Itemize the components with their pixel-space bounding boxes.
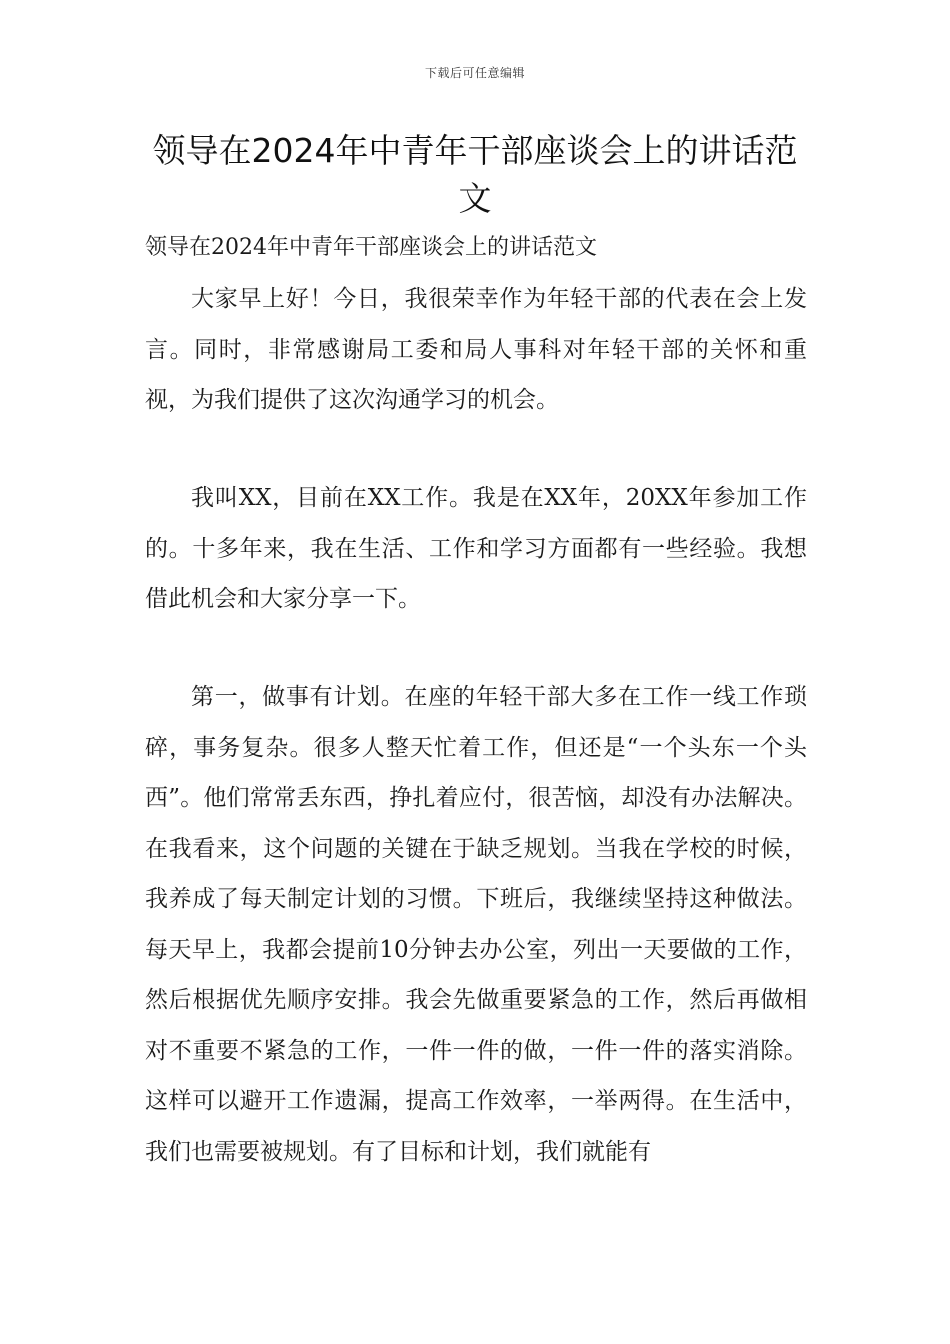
document-title: 领导在2024年中青年干部座谈会上的讲话范文	[152, 131, 798, 218]
paragraph-introduction: 我叫XX，目前在XX工作。我是在XX年，20XX年参加工作的。十多年来，我在生活、工作和学习方面都有一些经验。我想借此机会和大家分享一下。	[145, 485, 807, 612]
document-subtitle: 领导在2024年中青年干部座谈会上的讲话范文	[145, 235, 597, 260]
header-note: 下载后可任意编辑	[424, 66, 525, 80]
paragraph-planning: 第一，做事有计划。在座的年轻干部大多在工作一线工作琐碎，事务复杂。很多人整天忙着工作，但还是“一个头东一个头西”。他们常常丢东西，挣扎着应付，很苦恼，却没有办法解决。在我看来，这个问题的关键在于缺乏规划。当我在学校的时候，我养成了每天制定计划的习惯。下班后，我继续坚持这种做法。每天早上，我都会提前10分钟去办公室，列出一天要做的工作，然后根据优先顺序安排。我会先做重要紧急的工作，然后再做相对不重要不紧急的工作，一件一件的做，一件一件的落实消除。这样可以避开工作遗漏，提高工作效率，一举两得。在生活中，我们也需要被规划。有了目标和计划，我们就能有	[145, 684, 807, 1165]
paragraph-greeting: 大家早上好！今日，我很荣幸作为年轻干部的代表在会上发言。同时，非常感谢局工委和局人事科对年轻干部的关怀和重视，为我们提供了这次沟通学习的机会。	[145, 286, 807, 413]
